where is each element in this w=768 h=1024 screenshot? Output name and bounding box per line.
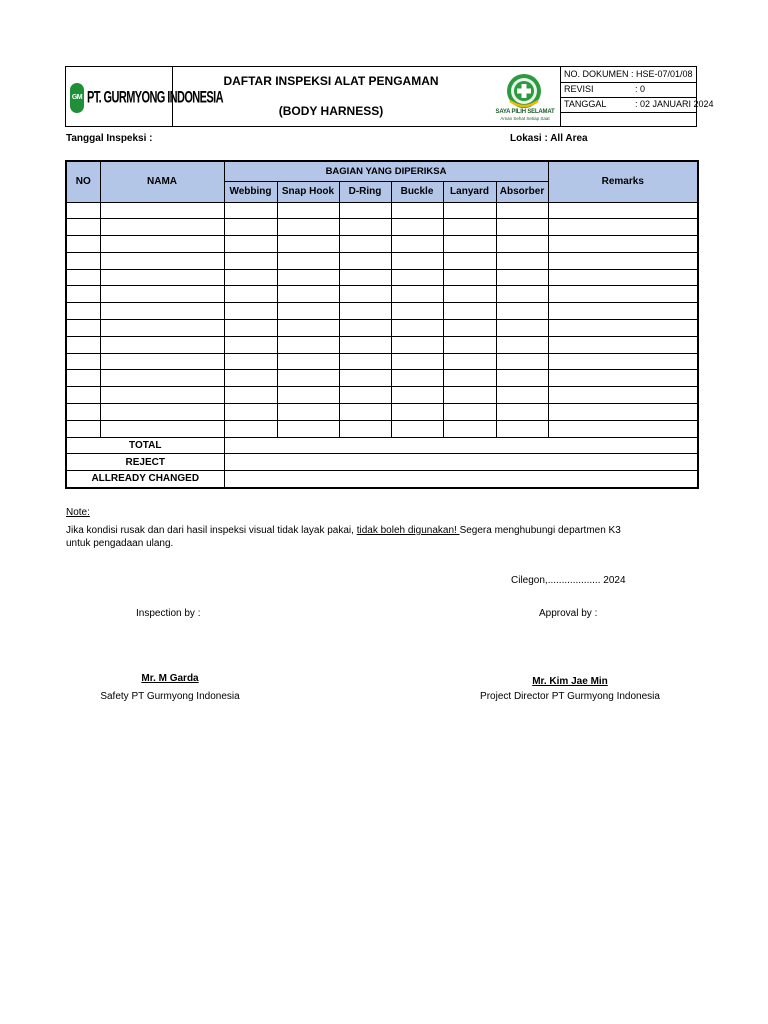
cell[interactable]: [66, 387, 100, 404]
cell[interactable]: [66, 336, 100, 353]
cell[interactable]: [277, 303, 339, 320]
cell[interactable]: [100, 236, 224, 253]
cell[interactable]: [224, 420, 277, 437]
cell[interactable]: [391, 370, 443, 387]
cell[interactable]: [224, 353, 277, 370]
cell[interactable]: [277, 320, 339, 337]
cell[interactable]: [224, 286, 277, 303]
cell[interactable]: [391, 236, 443, 253]
cell[interactable]: [548, 202, 698, 219]
cell[interactable]: [339, 353, 391, 370]
cell[interactable]: [224, 303, 277, 320]
summary-row-total: [66, 437, 698, 454]
cell[interactable]: [391, 269, 443, 286]
cell[interactable]: [277, 387, 339, 404]
document-header: [65, 66, 714, 127]
cell[interactable]: [443, 370, 496, 387]
table-row: [66, 303, 698, 320]
cell[interactable]: [66, 303, 100, 320]
cell[interactable]: [339, 336, 391, 353]
document-subtitle: (BODY HARNESS): [278, 104, 384, 118]
title-cell: [172, 67, 490, 126]
location-label: Lokasi : All Area: [510, 133, 588, 144]
cell[interactable]: [100, 286, 224, 303]
cell[interactable]: [391, 303, 443, 320]
meta-row-empty: [561, 112, 697, 127]
cell[interactable]: [391, 202, 443, 219]
cell[interactable]: [496, 303, 548, 320]
cell[interactable]: [277, 252, 339, 269]
cell[interactable]: [339, 236, 391, 253]
approver-title: Project Director PT Gurmyong Indonesia: [480, 691, 660, 702]
column-header-buckle: Buckle: [391, 181, 443, 202]
cell[interactable]: [224, 387, 277, 404]
cell[interactable]: [443, 387, 496, 404]
cell[interactable]: [443, 320, 496, 337]
note-text-line1: [66, 525, 621, 536]
cell[interactable]: [391, 420, 443, 437]
column-header-lanyard: Lanyard: [443, 181, 496, 202]
summary-label-changed: ALLREADY CHANGED: [66, 471, 224, 488]
meta-row-document-number: [561, 67, 697, 83]
cell[interactable]: [391, 286, 443, 303]
meta-value: : 0: [635, 84, 646, 94]
cell[interactable]: [496, 236, 548, 253]
cell[interactable]: [277, 286, 339, 303]
note-text-after: Segera menghubungi departmen K3: [459, 525, 621, 536]
inspection-by-label: Inspection by :: [136, 608, 201, 619]
safety-seal-cell: [490, 67, 560, 126]
cell[interactable]: [443, 303, 496, 320]
cell[interactable]: [391, 320, 443, 337]
table-row: [66, 336, 698, 353]
table-row: [66, 320, 698, 337]
cell[interactable]: [224, 269, 277, 286]
cell[interactable]: [277, 404, 339, 421]
cell[interactable]: [548, 404, 698, 421]
cell[interactable]: [100, 269, 224, 286]
cell[interactable]: [391, 404, 443, 421]
cell[interactable]: [548, 370, 698, 387]
cell[interactable]: [496, 387, 548, 404]
cell[interactable]: [496, 252, 548, 269]
inspector-title: Safety PT Gurmyong Indonesia: [100, 691, 240, 702]
cell[interactable]: [391, 353, 443, 370]
cell[interactable]: [100, 219, 224, 236]
table-row: [66, 252, 698, 269]
note-label: Note:: [66, 507, 90, 518]
cell[interactable]: [100, 387, 224, 404]
cell[interactable]: [548, 286, 698, 303]
meta-row-date: [561, 97, 714, 113]
safety-seal-subtext: Aman Sehat Setiap Saat: [500, 116, 550, 121]
cell[interactable]: [339, 286, 391, 303]
cell[interactable]: [443, 404, 496, 421]
table-row: [66, 219, 698, 236]
cell[interactable]: [496, 269, 548, 286]
cell[interactable]: [339, 370, 391, 387]
summary-label-total: TOTAL: [66, 437, 224, 454]
note-text-before: Jika kondisi rusak dan dari hasil inspeksi visual tidak layak pakai,: [66, 525, 357, 536]
cell[interactable]: [443, 353, 496, 370]
cell[interactable]: [339, 387, 391, 404]
cell[interactable]: [100, 420, 224, 437]
cell[interactable]: [277, 202, 339, 219]
document-meta: [560, 67, 714, 126]
cell[interactable]: [496, 353, 548, 370]
cell[interactable]: [100, 252, 224, 269]
table-row: [66, 387, 698, 404]
cell[interactable]: [548, 303, 698, 320]
cell[interactable]: [66, 219, 100, 236]
column-header-remarks: Remarks: [548, 161, 698, 202]
approval-by-label: Approval by :: [539, 608, 598, 619]
cell[interactable]: [391, 219, 443, 236]
cell[interactable]: [66, 252, 100, 269]
cell[interactable]: [100, 370, 224, 387]
inspection-date-label: Tanggal Inspeksi :: [66, 133, 153, 144]
cell[interactable]: [277, 269, 339, 286]
cell[interactable]: [339, 252, 391, 269]
meta-value: : 02 JANUARI 2024: [635, 99, 714, 109]
cell[interactable]: [391, 252, 443, 269]
cell[interactable]: [100, 303, 224, 320]
table-row: [66, 353, 698, 370]
cell[interactable]: [66, 286, 100, 303]
cell[interactable]: [496, 320, 548, 337]
cell[interactable]: [391, 387, 443, 404]
cell[interactable]: [339, 269, 391, 286]
cell[interactable]: [224, 336, 277, 353]
cell[interactable]: [277, 236, 339, 253]
meta-label: REVISI: [564, 84, 594, 94]
meta-label: TANGGAL: [564, 99, 607, 109]
table-row: [66, 420, 698, 437]
cell[interactable]: [496, 336, 548, 353]
column-header-snap-hook: Snap Hook: [277, 181, 339, 202]
column-header-d-ring: D-Ring: [339, 181, 391, 202]
cell[interactable]: [391, 336, 443, 353]
cell[interactable]: [100, 353, 224, 370]
summary-label-reject: REJECT: [66, 454, 224, 471]
cell[interactable]: [548, 387, 698, 404]
cell[interactable]: [66, 202, 100, 219]
cell[interactable]: [100, 336, 224, 353]
cell[interactable]: [548, 336, 698, 353]
cell[interactable]: [100, 202, 224, 219]
cell[interactable]: [66, 320, 100, 337]
inspector-name: Mr. M Garda: [141, 673, 199, 684]
summary-value-total[interactable]: [224, 437, 698, 454]
cell[interactable]: [66, 236, 100, 253]
cell[interactable]: [496, 219, 548, 236]
company-logo-cell: [66, 67, 223, 126]
cell[interactable]: [443, 336, 496, 353]
cell[interactable]: [339, 320, 391, 337]
summary-value-reject[interactable]: [224, 454, 698, 471]
cell[interactable]: [224, 202, 277, 219]
cell[interactable]: [277, 420, 339, 437]
meta-label: NO. DOKUMEN : HSE-07/01/08: [564, 69, 693, 79]
company-logo-text: PT. GURMYONG INDONESIA: [87, 89, 223, 107]
gm-badge-icon: GM: [70, 83, 84, 113]
cell[interactable]: [66, 404, 100, 421]
meta-row-revision: [561, 82, 697, 98]
note-text-warning: tidak boleh digunakan!: [356, 525, 460, 536]
cell[interactable]: [66, 269, 100, 286]
cell[interactable]: [224, 404, 277, 421]
summary-row-changed: [66, 471, 698, 488]
cell[interactable]: [277, 353, 339, 370]
cell[interactable]: [339, 303, 391, 320]
cell[interactable]: [496, 420, 548, 437]
cell[interactable]: [339, 420, 391, 437]
cell[interactable]: [443, 420, 496, 437]
safety-seal-text: SAYA PILIH SELAMAT: [495, 109, 555, 115]
cell[interactable]: [66, 353, 100, 370]
cell[interactable]: [339, 219, 391, 236]
note-text-line2: untuk pengadaan ulang.: [66, 538, 174, 549]
cell[interactable]: [224, 320, 277, 337]
summary-value-changed[interactable]: [224, 471, 698, 488]
cell[interactable]: [443, 252, 496, 269]
approver-name: Mr. Kim Jae Min: [532, 676, 608, 687]
column-group-header: BAGIAN YANG DIPERIKSA: [224, 161, 548, 181]
column-header-nama: NAMA: [100, 161, 224, 202]
table-row: [66, 269, 698, 286]
cell[interactable]: [224, 252, 277, 269]
cell[interactable]: [496, 286, 548, 303]
cell[interactable]: [496, 404, 548, 421]
company-logo: [70, 83, 223, 113]
table-row: [66, 370, 698, 387]
cell[interactable]: [443, 269, 496, 286]
cell[interactable]: [277, 370, 339, 387]
column-header-no: NO: [66, 161, 100, 202]
cell[interactable]: [548, 252, 698, 269]
cell[interactable]: [443, 236, 496, 253]
cell[interactable]: [443, 286, 496, 303]
table-row: [66, 202, 698, 219]
cell[interactable]: [277, 219, 339, 236]
document-title: DAFTAR INSPEKSI ALAT PENGAMAN: [223, 74, 439, 88]
cell[interactable]: [66, 420, 100, 437]
summary-row-reject: [66, 454, 698, 471]
cell[interactable]: [224, 370, 277, 387]
cell[interactable]: [548, 420, 698, 437]
cell[interactable]: [443, 219, 496, 236]
cell[interactable]: [224, 236, 277, 253]
column-header-webbing: Webbing: [224, 181, 277, 202]
cell[interactable]: [66, 370, 100, 387]
cell[interactable]: [100, 320, 224, 337]
cell[interactable]: [224, 219, 277, 236]
cell[interactable]: [339, 404, 391, 421]
table-row: [66, 236, 698, 253]
cell[interactable]: [496, 370, 548, 387]
cell[interactable]: [548, 219, 698, 236]
cell[interactable]: [548, 269, 698, 286]
cell[interactable]: [496, 202, 548, 219]
cell[interactable]: [548, 320, 698, 337]
cell[interactable]: [548, 236, 698, 253]
column-header-absorber: Absorber: [496, 181, 548, 202]
cell[interactable]: [548, 353, 698, 370]
inspection-table: [65, 160, 699, 489]
place-date: Cilegon,................... 2024: [511, 575, 626, 586]
cell[interactable]: [339, 202, 391, 219]
cell[interactable]: [277, 336, 339, 353]
table-row: [66, 286, 698, 303]
table-row: [66, 404, 698, 421]
cell[interactable]: [443, 202, 496, 219]
cell[interactable]: [100, 404, 224, 421]
